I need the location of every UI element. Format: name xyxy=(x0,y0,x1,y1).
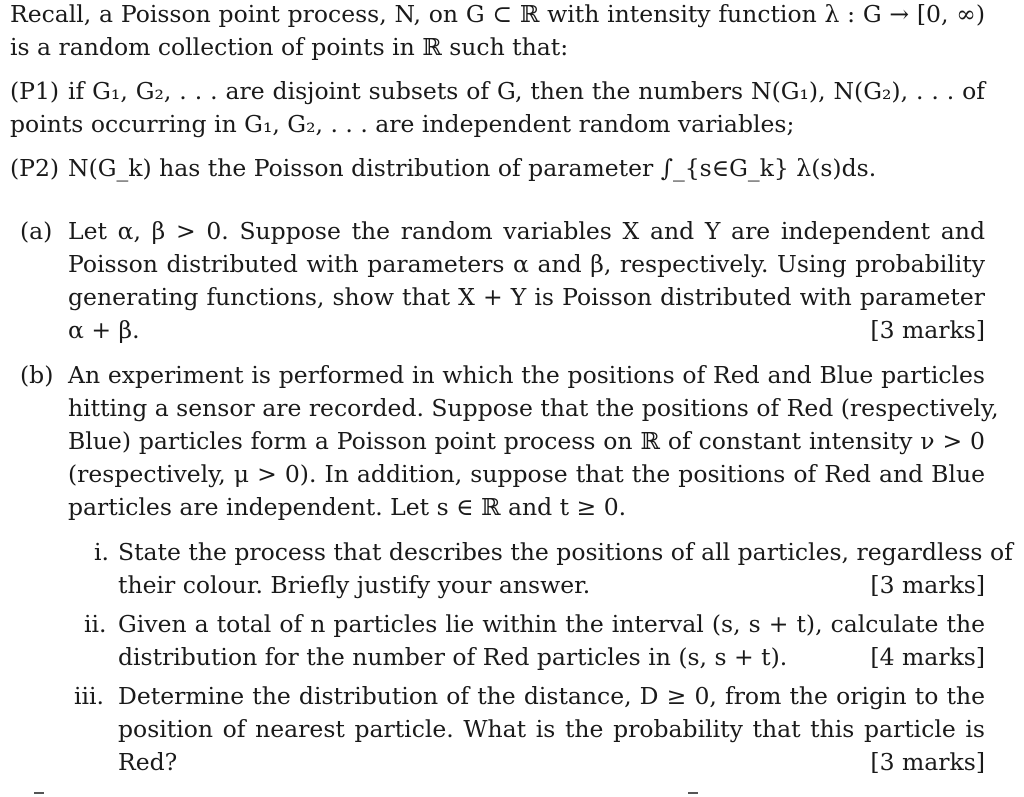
cut-off-next-line xyxy=(0,786,1024,797)
subpart-iii-label: iii. xyxy=(74,682,105,710)
subpart-iii-line-1: Determine the distribution of the distance, D ≥ 0, from the origin to the xyxy=(118,682,985,710)
part-b-line-2: hitting a sensor are recorded. Suppose that the positions of Red (respectively, xyxy=(68,394,999,422)
part-b-line-4: (respectively, μ > 0). In addition, suppose that the positions of Red and Blue xyxy=(68,460,985,488)
property-p2-line-1: N(G_k) has the Poisson distribution of parameter ∫_{s∈G_k} λ(s)ds. xyxy=(68,154,877,182)
subpart-iii-line-3: Red? xyxy=(118,748,178,776)
subpart-i-line-2: their colour. Briefly justify your answer. xyxy=(118,571,591,599)
property-p1-line-2: points occurring in G₁, G₂, . . . are independent random variables; xyxy=(10,110,795,138)
part-b-line-5: particles are independent. Let s ∈ ℝ and t ≥ 0. xyxy=(68,493,627,521)
subpart-i-marks: [3 marks] xyxy=(870,571,985,599)
part-b-line-3: Blue) particles form a Poisson point process on ℝ of constant intensity ν > 0 xyxy=(68,427,985,455)
intro-line-2: is a random collection of points in ℝ such that: xyxy=(10,33,569,61)
intro-line-1: Recall, a Poisson point process, N, on G ⊂ ℝ with intensity function λ : G → [0, ∞) xyxy=(10,0,985,28)
subpart-ii-marks: [4 marks] xyxy=(870,643,985,671)
subpart-ii-label: ii. xyxy=(84,610,107,638)
part-a-line-2: Poisson distributed with parameters α and β, respectively. Using probability xyxy=(68,250,985,278)
part-b-label: (b) xyxy=(20,361,54,389)
property-p1-line-1: if G₁, G₂, . . . are disjoint subsets of G, then the numbers N(G₁), N(G₂), . . . of xyxy=(68,77,985,105)
property-label-p2: (P2) xyxy=(10,154,60,182)
subpart-iii-marks: [3 marks] xyxy=(870,748,985,776)
part-b-line-1: An experiment is performed in which the positions of Red and Blue particles xyxy=(68,361,985,389)
subpart-ii-line-2: distribution for the number of Red particles in (s, s + t). xyxy=(118,643,788,671)
subpart-i-label: i. xyxy=(94,538,109,566)
part-a-label: (a) xyxy=(20,217,53,245)
cut-off-glyph xyxy=(34,792,44,794)
cut-off-glyph xyxy=(688,792,698,794)
subpart-i-line-1: State the process that describes the positions of all particles, regardless of xyxy=(118,538,1013,566)
part-a-line-3: generating functions, show that X + Y is Poisson distributed with parameter xyxy=(68,283,985,311)
subpart-iii-line-2: position of nearest particle. What is the probability that this particle is xyxy=(118,715,985,743)
part-a-line-4: α + β. xyxy=(68,316,140,344)
property-label-p1: (P1) xyxy=(10,77,60,105)
subpart-ii-line-1: Given a total of n particles lie within the interval (s, s + t), calculate the xyxy=(118,610,985,638)
part-a-marks: [3 marks] xyxy=(870,316,985,344)
part-a-line-1: Let α, β > 0. Suppose the random variables X and Y are independent and xyxy=(68,217,985,245)
